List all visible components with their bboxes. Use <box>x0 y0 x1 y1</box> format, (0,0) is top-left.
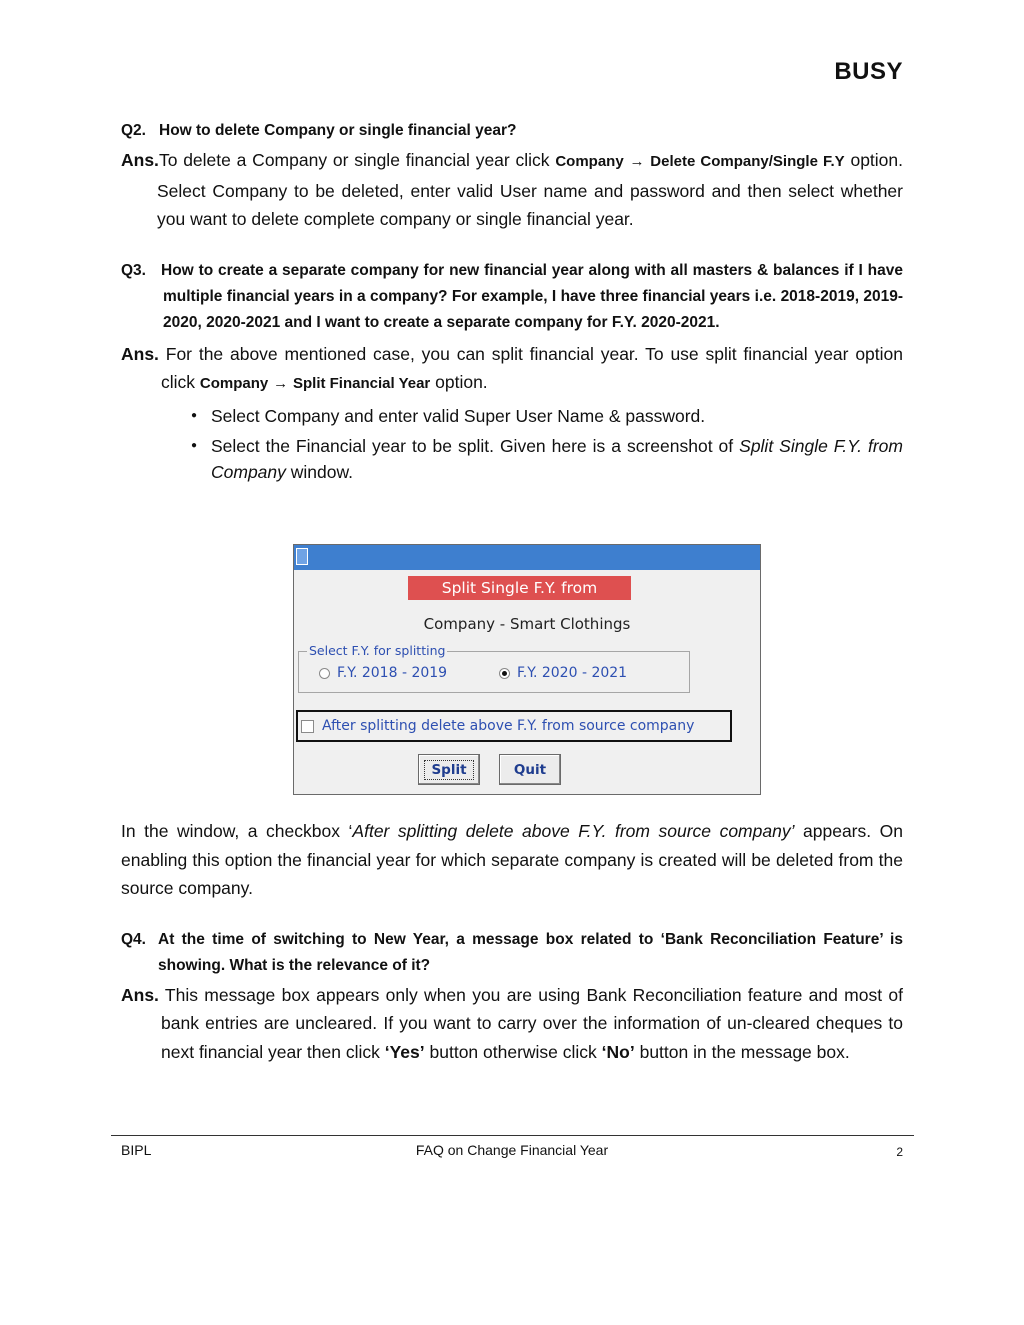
arrow-icon: → <box>629 153 645 170</box>
radio-label: F.Y. 2018 - 2019 <box>337 665 448 681</box>
question-text: At the time of switching to New Year, a message box related to ‘Bank Reconciliation Feature’ is showing. What is the relevance of it? <box>158 930 903 974</box>
list-item-text-cont: window. <box>285 461 354 482</box>
group-label: Select F.Y. for splitting <box>309 643 446 658</box>
document-body <box>121 118 903 489</box>
steps-list <box>191 403 903 485</box>
question-number: Q4. <box>121 930 146 948</box>
answer-2 <box>121 146 903 234</box>
answer-text: To delete a Company or single financial year click <box>158 150 556 170</box>
menu-path-delete: Delete Company/Single F.Y <box>650 153 845 170</box>
delete-fy-checkbox-row[interactable] <box>296 710 732 742</box>
checkbox-label: After splitting delete above F.Y. from source company <box>322 718 695 734</box>
question-text: How to delete Company or single financial year? <box>159 122 517 139</box>
fy-select-group <box>298 643 690 693</box>
question-number: Q3. <box>121 261 146 279</box>
split-button[interactable] <box>418 754 480 785</box>
document-body-cont <box>121 817 903 1066</box>
answer-text-cont: button otherwise click <box>424 1041 602 1062</box>
page-number: 2 <box>896 1145 903 1159</box>
paragraph-text-cont: appears. On enabling this option the financial year for which separate company is created will be deleted from the source company. <box>121 821 904 898</box>
menu-path-company: Company <box>199 375 269 392</box>
dialog-company-name: Company - Smart Clothings <box>423 615 631 633</box>
radio-fy-2018-2019[interactable] <box>319 665 447 681</box>
answer-text-cont: option. Select Company to be deleted, enter valid User name and password and then select whether you want to delete complete company or single financial year. <box>157 150 903 229</box>
answer-label: Ans. <box>121 150 159 170</box>
answer-text: This message box appears only when you are using Bank Reconciliation feature and most of bank entries are uncleared. If you want to carry over the information of un-cleared cheques to next financial year then click <box>158 984 903 1062</box>
question-4 <box>121 927 903 979</box>
question-text: How to create a separate company for new financial year along with all masters & balances if I have multiple financial years in a company? For example, I have three financial years i.e. 2018-2019, 2019-2020, 2020-2021 and I want to create a separate company for F.Y. 2020-2021. <box>161 261 903 331</box>
list-item-text: Select the Financial year to be split. Given here is a screenshot of <box>211 435 740 456</box>
radio-selected-icon[interactable] <box>499 668 510 679</box>
dialog-title-bar <box>294 545 760 570</box>
dialog-banner: Split Single F.Y. from <box>408 576 631 600</box>
footer-title: FAQ on Change Financial Year <box>415 1142 609 1158</box>
dialog-explanation <box>121 817 903 903</box>
quit-button[interactable]: Quit <box>499 754 561 785</box>
answer-4 <box>121 981 903 1067</box>
radio-label: F.Y. 2020 - 2021 <box>517 665 628 681</box>
brand-header: BUSY <box>834 58 903 85</box>
window-name: Split Single F.Y. from Company <box>211 435 903 482</box>
question-number: Q2. <box>121 122 146 139</box>
menu-path-company: Company <box>555 153 624 170</box>
list-item <box>191 403 903 429</box>
menu-path-split: Split Financial Year <box>292 375 431 392</box>
checkbox-name: After splitting delete above F.Y. from source company’ <box>352 821 795 841</box>
radio-fy-2020-2021[interactable] <box>499 665 627 681</box>
answer-text-end: button in the message box. <box>634 1041 850 1062</box>
answer-text-cont: option. <box>430 372 488 392</box>
split-fy-dialog <box>293 544 761 795</box>
radio-icon[interactable] <box>319 668 330 679</box>
answer-text: For the above mentioned case, you can split financial year. To use split financial year option click <box>158 343 903 392</box>
yes-option: ‘Yes’ <box>384 1041 425 1062</box>
no-option: ‘No’ <box>601 1041 635 1062</box>
list-item <box>191 433 903 485</box>
checkbox-icon[interactable] <box>301 720 314 733</box>
question-3 <box>121 258 903 336</box>
answer-label: Ans. <box>121 343 159 364</box>
window-icon <box>296 548 308 565</box>
question-2 <box>121 118 903 144</box>
answer-label: Ans. <box>121 984 159 1005</box>
footer-divider <box>111 1135 914 1136</box>
footer-company: BIPL <box>121 1142 152 1158</box>
arrow-icon: → <box>273 375 289 392</box>
answer-3 <box>121 340 903 399</box>
split-button-label: Split <box>424 760 473 780</box>
paragraph-text: In the window, a checkbox ‘ <box>121 821 353 841</box>
list-item-text: Select Company and enter valid Super User Name & password. <box>211 405 706 426</box>
